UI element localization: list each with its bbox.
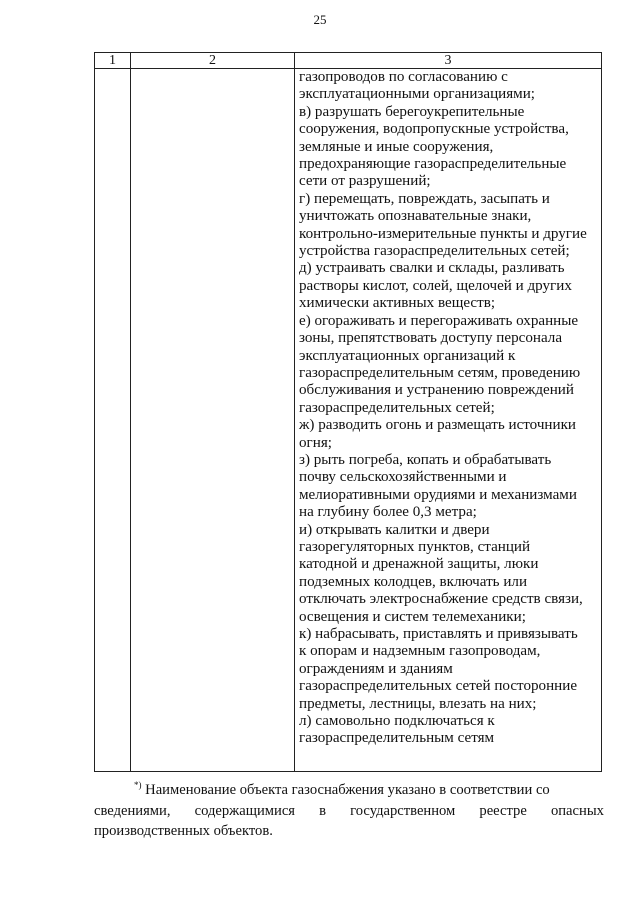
cell-text-line: освещения и систем телемеханики; <box>299 608 526 625</box>
cell-text-line: газораспределительным сетям, проведению <box>299 364 581 381</box>
footnote-line-1 <box>94 775 604 801</box>
cell-text-line: огня; <box>299 434 332 451</box>
document-table <box>94 52 602 772</box>
cell-text-line: контрольно-измерительные пункты и другие <box>299 225 587 242</box>
cell-text-line: газопроводов по согласованию с <box>299 69 508 85</box>
cell-text-line: ж) разводить огонь и размещать источники <box>299 417 576 434</box>
cell-text-line: е) огораживать и перегораживать охранные <box>299 312 579 329</box>
column-header-3: 3 <box>295 53 602 69</box>
cell-text-line: предметы, лестницы, влезать на них; <box>299 695 537 712</box>
cell-text-line: обслуживания и устранению повреждений <box>299 382 574 399</box>
cell-text-line: уничтожать опознавательные знаки, <box>299 208 532 225</box>
table-cell-column-2 <box>131 69 295 772</box>
cell-text-line: л) самовольно подключаться к <box>299 713 495 730</box>
footnote <box>94 775 604 842</box>
cell-text-line: катодной и дренажной защиты, люки <box>299 556 539 573</box>
table-header-row <box>95 53 602 69</box>
page-number: 25 <box>313 12 327 27</box>
footnote-word: содержащимися <box>194 802 296 819</box>
cell-text-line: растворы кислот, солей, щелочей и других <box>299 277 572 294</box>
cell-text-line: почву сельскохозяйственными и <box>299 469 507 486</box>
cell-text-line: мелиоративными орудиями и механизмами <box>299 486 577 503</box>
cell-text-line: на глубину более 0,3 метра; <box>299 504 477 521</box>
cell-text-line: ограждениям и зданиям <box>299 660 453 677</box>
footnote-text-1: Наименование объекта газоснабжения указано в соответствии со <box>145 782 550 798</box>
cell-text-line: газораспределительных сетей; <box>299 399 495 416</box>
cell-text-line: к) набрасывать, приставлять и привязывать <box>299 626 578 642</box>
cell-text-line: устройства газораспределительных сетей; <box>299 243 570 260</box>
cell-text-line: эксплуатационных организаций к <box>299 347 516 364</box>
cell-text-line: отключать электроснабжение средств связи, <box>299 591 583 608</box>
cell-text-line: газораспределительных сетей посторонние <box>299 678 578 695</box>
cell-text-line: газорегуляторных пунктов, станций <box>299 538 531 555</box>
footnote-word: сведениями, <box>94 802 171 819</box>
cell-text-line: земляные и иные сооружения, <box>299 138 494 155</box>
table-cell-column-1 <box>95 69 131 772</box>
footnote-line-3: производственных объектов. <box>94 823 273 839</box>
footnote-word: опасных <box>550 802 604 819</box>
cell-text-line: химически активных веществ; <box>299 295 496 312</box>
cell-text-line: г) перемещать, повреждать, засыпать и <box>299 190 550 207</box>
cell-text-line: предохраняющие газораспределительные <box>299 156 567 173</box>
cell-text-line: подземных колодцев, включать или <box>299 573 528 590</box>
footnote-marker: *) <box>134 780 142 790</box>
cell-text-line: сети от разрушений; <box>299 173 431 190</box>
cell-text-line: к опорам и надземным газопроводам, <box>299 643 541 660</box>
cell-text-line: сооружения, водопропускные устройства, <box>299 121 569 138</box>
footnote-line-2 <box>94 801 604 822</box>
table-cell-column-3 <box>295 69 602 772</box>
cell-text-line: зоны, препятствовать доступу персонала <box>299 330 563 347</box>
footnote-word: реестре <box>479 802 527 819</box>
footnote-word: государственном <box>350 802 456 819</box>
footnote-word: в <box>319 802 327 819</box>
cell-text-line: и) открывать калитки и двери <box>299 521 490 538</box>
cell-text-line: эксплуатационными организациями; <box>299 86 536 103</box>
cell-text-line: з) рыть погреба, копать и обрабатывать <box>299 451 552 468</box>
column-header-1: 1 <box>95 53 131 69</box>
table-row <box>95 69 602 772</box>
cell-text-line: газораспределительным сетям <box>299 730 495 747</box>
column-header-2: 2 <box>131 53 295 69</box>
cell-text-line: в) разрушать берегоукрепительные <box>299 103 525 120</box>
cell-text-line: д) устраивать свалки и склады, разливать <box>299 260 565 277</box>
